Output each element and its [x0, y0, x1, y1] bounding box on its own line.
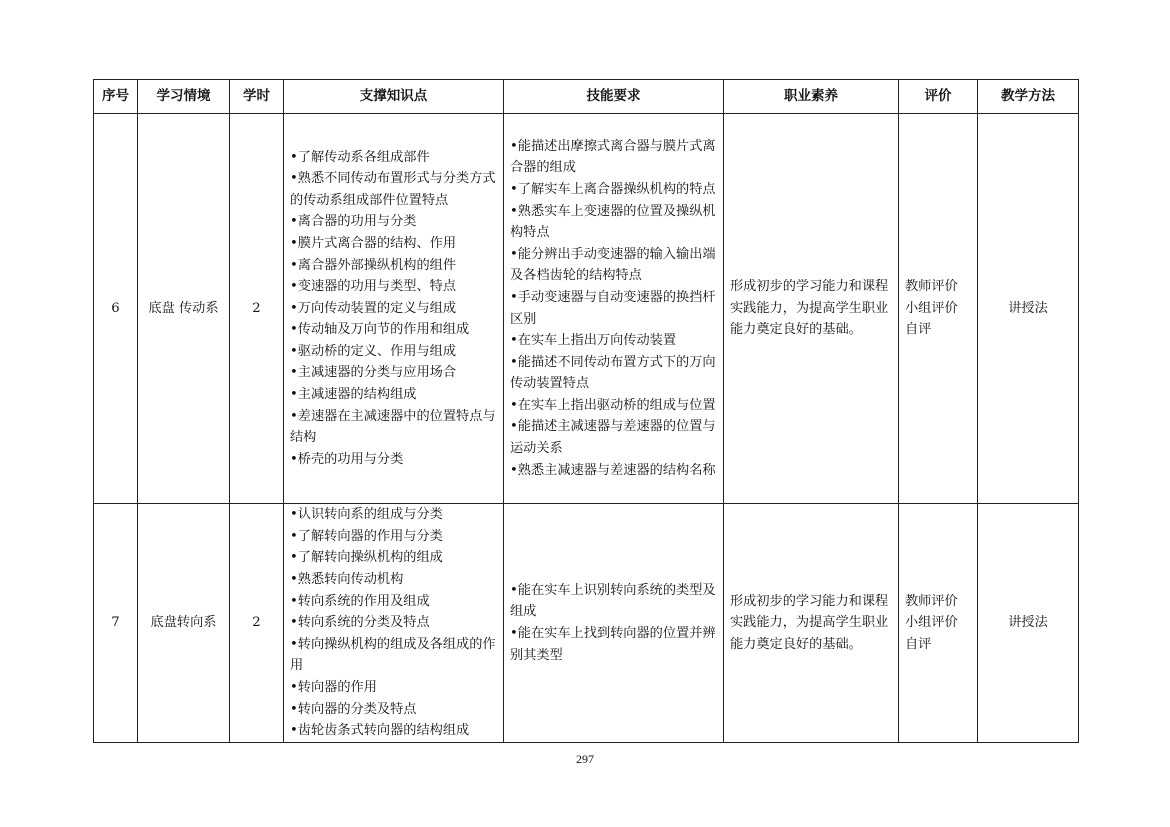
- knowledge-item: •变速器的功用与类型、特点: [290, 279, 457, 295]
- row-hours: 2: [230, 114, 284, 504]
- header-situation: 学习情境: [138, 80, 230, 114]
- skill-item: •能描述出摩擦式离合器与膜片式离合器的组成: [510, 138, 716, 176]
- evaluation-item: 小组评价: [905, 615, 958, 631]
- row-situation: 底盘转向系: [138, 504, 230, 743]
- knowledge-item: •熟悉不同传动布置形式与分类方式的传动系组成部件位置特点: [290, 171, 496, 208]
- row-method: 讲授法: [978, 504, 1079, 743]
- row-skills: [504, 114, 724, 504]
- row-knowledge: [284, 114, 504, 504]
- skill-item: •能在实车上识别转向系统的类型及组成: [510, 582, 716, 620]
- knowledge-item: •了解转向操纵机构的组成: [290, 550, 443, 566]
- knowledge-item: •传动轴及万向节的作用和组成: [290, 322, 470, 338]
- skill-item: •熟悉主减速器与差速器的结构名称: [510, 462, 716, 478]
- curriculum-table: [93, 79, 1079, 743]
- skill-item: •能在实车上找到转向器的位置并辨别其类型: [510, 626, 716, 663]
- page-number: 297: [576, 752, 594, 766]
- header-hours: 学时: [230, 80, 284, 114]
- row-no: 7: [94, 504, 138, 743]
- header-evaluation: 评价: [899, 80, 978, 114]
- knowledge-item: •认识转向系的组成与分类: [290, 507, 443, 523]
- row-quality: 形成初步的学习能力和课程实践能力，为提高学生职业能力奠定良好的基础。: [724, 114, 899, 504]
- skill-item: •能描述不同传动布置方式下的万向传动装置特点: [510, 354, 716, 392]
- evaluation-item: 小组评价: [905, 300, 958, 316]
- skill-item: •了解实车上离合器操纵机构的特点•熟悉实车上变速器的位置及操纵机构特点: [510, 181, 716, 241]
- row-no: 6: [94, 114, 138, 504]
- knowledge-item: •转向系统的作用及组成: [290, 593, 430, 609]
- skill-item: •能分辨出手动变速器的输入输出端及各档齿轮的结构特点: [510, 246, 716, 284]
- knowledge-item: •转向系统的分类及特点: [290, 615, 430, 631]
- row-quality: 形成初步的学习能力和课程实践能力，为提高学生职业能力奠定良好的基础。: [724, 504, 899, 743]
- row-evaluation: [899, 504, 978, 743]
- row-method: 讲授法: [978, 114, 1079, 504]
- knowledge-item: •桥壳的功用与分类: [290, 451, 404, 467]
- header-method: 教学方法: [978, 80, 1079, 114]
- evaluation-item: 教师评价: [905, 279, 958, 295]
- evaluation-item: 自评: [905, 636, 932, 652]
- knowledge-item: •离合器的功用与分类: [290, 214, 417, 230]
- skill-item: •在实车上指出万向传动装置: [510, 333, 677, 349]
- knowledge-item: •转向器的作用: [290, 679, 377, 695]
- knowledge-item: •了解传动系各组成部件: [290, 149, 430, 165]
- knowledge-item: •驱动桥的定义、作用与组成: [290, 343, 457, 359]
- knowledge-item: •熟悉转向传动机构: [290, 572, 404, 588]
- row-hours: 2: [230, 504, 284, 743]
- evaluation-item: 自评: [905, 322, 932, 338]
- knowledge-item: •主减速器的分类与应用场合: [290, 365, 457, 381]
- knowledge-item: •了解转向器的作用与分类: [290, 528, 443, 544]
- header-quality: 职业素养: [724, 80, 899, 114]
- knowledge-item: •差速器在主减速器中的位置特点与结构: [290, 408, 496, 446]
- skill-item: •手动变速器与自动变速器的换挡杆区别: [510, 289, 716, 327]
- skill-item: •能描述主减速器与差速器的位置与运动关系: [510, 419, 716, 457]
- header-skills: 技能要求: [504, 80, 724, 114]
- knowledge-item: •齿轮齿条式转向器的结构组成: [290, 723, 470, 739]
- evaluation-item: 教师评价: [905, 593, 958, 609]
- knowledge-item: •转向器的分类及特点: [290, 701, 417, 717]
- header-knowledge: 支撑知识点: [284, 80, 504, 114]
- knowledge-item: •膜片式离合器的结构、作用: [290, 235, 457, 251]
- table-row: [94, 114, 1079, 504]
- skill-item: •在实车上指出驱动桥的组成与位置: [510, 397, 716, 413]
- row-situation: 底盘 传动系: [138, 114, 230, 504]
- header-no: 序号: [94, 80, 138, 114]
- row-evaluation: [899, 114, 978, 504]
- knowledge-item: •转向操纵机构的组成及各组成的作用: [290, 636, 496, 674]
- knowledge-item: •主减速器的结构组成: [290, 387, 417, 403]
- row-skills: [504, 504, 724, 743]
- row-knowledge: [284, 504, 504, 743]
- knowledge-item: •离合器外部操纵机构的组件: [290, 257, 457, 273]
- knowledge-item: •万向传动装置的定义与组成: [290, 300, 457, 316]
- table-row: [94, 504, 1079, 743]
- header-row: [94, 80, 1079, 114]
